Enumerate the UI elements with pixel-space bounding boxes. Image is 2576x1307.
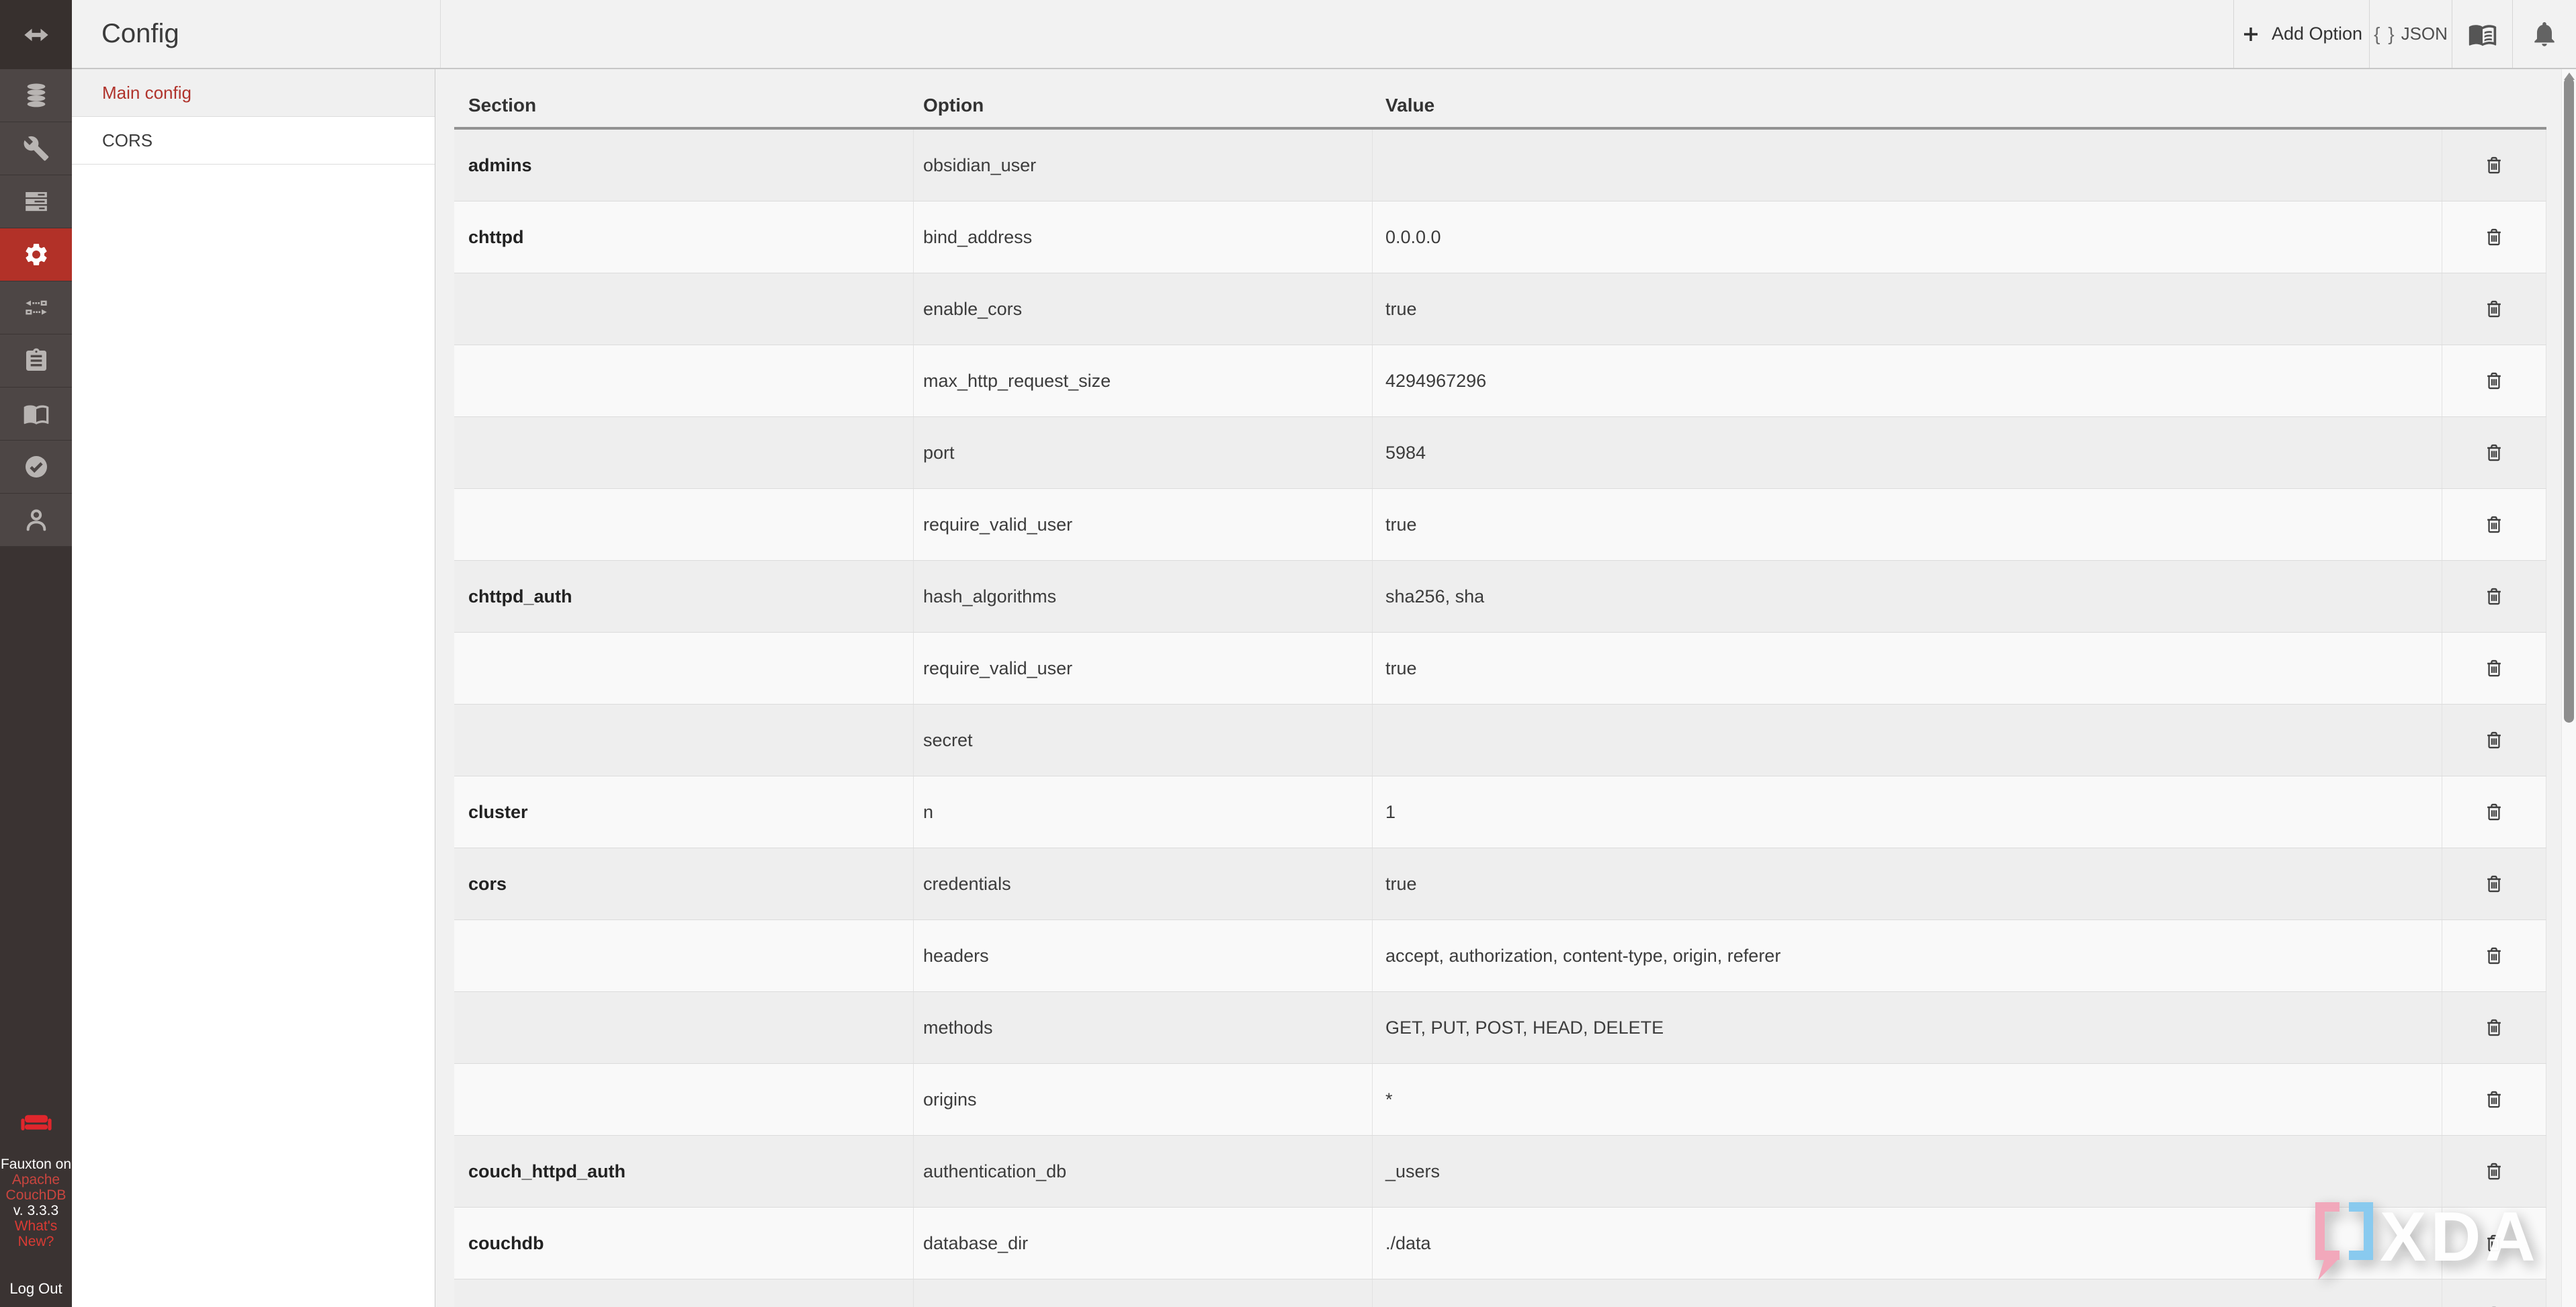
add-option-button[interactable] <box>2233 0 2369 68</box>
column-header-section: Section <box>468 95 537 116</box>
documentation-book-icon <box>23 400 50 427</box>
notifications-button[interactable] <box>2512 0 2576 68</box>
config-row <box>454 273 2546 345</box>
active-tasks-icon <box>23 188 50 215</box>
value-cell[interactable]: true <box>1373 489 2442 560</box>
log-out-button[interactable]: Log Out <box>9 1280 62 1297</box>
trash-icon <box>2483 298 2505 320</box>
trash-icon <box>2483 801 2505 823</box>
trash-icon <box>2483 944 2505 967</box>
config-row <box>454 633 2546 705</box>
config-row <box>454 561 2546 633</box>
section-cell <box>454 705 914 776</box>
plus-icon <box>2241 24 2261 44</box>
delete-option-button[interactable] <box>2442 992 2546 1063</box>
value-cell[interactable]: _users <box>1373 1136 2442 1207</box>
trash-icon <box>2483 441 2505 464</box>
config-nav-main-config[interactable]: Main config <box>72 69 435 117</box>
bell-icon <box>2530 20 2559 48</box>
table-body <box>454 130 2546 1307</box>
watermark-text: XDA <box>2380 1198 2540 1276</box>
config-row <box>454 920 2546 992</box>
section-cell: chttpd_auth <box>454 561 914 632</box>
value-cell[interactable]: true <box>1373 633 2442 704</box>
trash-icon <box>2483 1232 2505 1255</box>
value-cell[interactable]: 1 <box>1373 776 2442 848</box>
value-cell[interactable]: true <box>1373 273 2442 345</box>
section-cell <box>454 920 914 991</box>
apache-link[interactable]: Apache <box>11 1172 60 1187</box>
option-cell[interactable]: credentials <box>914 848 1373 919</box>
config-table <box>454 84 2546 1307</box>
config-row <box>454 1279 2546 1307</box>
delete-option-button[interactable] <box>2442 345 2546 416</box>
delete-option-button[interactable] <box>2442 1064 2546 1135</box>
value-cell[interactable]: ./data <box>1373 1208 2442 1279</box>
delete-option-button[interactable] <box>2442 848 2546 919</box>
replication-icon <box>23 294 50 321</box>
value-cell[interactable] <box>1373 1279 2442 1307</box>
delete-option-button[interactable] <box>2442 201 2546 273</box>
section-cell: cluster <box>454 776 914 848</box>
delete-option-button[interactable] <box>2442 489 2546 560</box>
account-person-icon <box>23 506 50 533</box>
section-cell: chttpd <box>454 201 914 273</box>
sidebar-item-config[interactable] <box>0 228 72 281</box>
config-row <box>454 992 2546 1064</box>
trash-icon <box>2483 154 2505 177</box>
trash-icon <box>2483 513 2505 536</box>
fauxton-on-label: Fauxton on <box>0 1157 72 1172</box>
delete-option-button[interactable] <box>2442 633 2546 704</box>
config-row <box>454 705 2546 776</box>
delete-option-button[interactable] <box>2442 561 2546 632</box>
value-cell[interactable]: GET, PUT, POST, HEAD, DELETE <box>1373 992 2442 1063</box>
documentation-button[interactable] <box>2452 0 2512 68</box>
delete-option-button[interactable] <box>2442 417 2546 488</box>
page-title: Config <box>101 19 179 48</box>
config-row <box>454 1208 2546 1279</box>
delete-option-button[interactable] <box>2442 130 2546 201</box>
databases-icon <box>23 82 50 109</box>
config-row <box>454 201 2546 273</box>
config-nav-cors[interactable]: CORS <box>72 117 435 165</box>
topbar-divider <box>440 0 441 68</box>
trash-icon <box>2483 585 2505 608</box>
vertical-scrollbar[interactable] <box>2561 69 2576 1307</box>
config-row <box>454 1064 2546 1136</box>
sidebar-item-setup[interactable] <box>0 122 72 175</box>
table-header <box>454 84 2546 130</box>
trash-icon <box>2483 657 2505 680</box>
section-cell <box>454 417 914 488</box>
section-cell: admins <box>454 130 914 201</box>
section-cell: couchdb <box>454 1208 914 1279</box>
config-row <box>454 345 2546 417</box>
sidebar-item-active-jobs[interactable] <box>0 334 72 388</box>
config-gear-icon <box>23 241 50 268</box>
option-cell[interactable]: hash_algorithms <box>914 561 1373 632</box>
add-option-label: Add Option <box>2271 24 2363 44</box>
option-cell[interactable]: require_valid_user <box>914 489 1373 560</box>
config-row <box>454 417 2546 489</box>
sidebar-footer <box>0 1109 72 1307</box>
config-row <box>454 776 2546 848</box>
option-cell[interactable]: methods <box>914 992 1373 1063</box>
couchdb-link[interactable]: CouchDB <box>5 1187 67 1203</box>
option-cell[interactable]: obsidian_user <box>914 130 1373 201</box>
section-cell: couch_httpd_auth <box>454 1136 914 1207</box>
open-book-icon <box>2468 19 2497 49</box>
trash-icon <box>2483 1088 2505 1111</box>
value-cell[interactable]: * <box>1373 1064 2442 1135</box>
option-cell[interactable] <box>914 1279 1373 1307</box>
topbar-actions <box>2233 0 2576 68</box>
collapse-sidebar-button[interactable] <box>0 0 72 69</box>
value-cell[interactable]: true <box>1373 848 2442 919</box>
delete-option-button[interactable] <box>2442 1136 2546 1207</box>
scrollbar-thumb[interactable] <box>2564 78 2574 723</box>
delete-option-button[interactable] <box>2442 776 2546 848</box>
sidebar-item-account[interactable] <box>0 494 72 547</box>
jobs-clipboard-icon <box>23 347 50 374</box>
couchdb-logo-icon <box>19 1109 53 1138</box>
trash-icon <box>2483 1160 2505 1183</box>
setup-wrench-icon <box>23 135 50 162</box>
sidebar-item-active-tasks[interactable] <box>0 175 72 228</box>
whats-new-link[interactable]: What's New? <box>14 1218 58 1249</box>
config-content <box>435 69 2576 1307</box>
value-cell[interactable]: accept, authorization, content-type, origin, referer <box>1373 920 2442 991</box>
column-header-value: Value <box>1385 95 1435 116</box>
option-cell[interactable]: origins <box>914 1064 1373 1135</box>
trash-icon <box>2483 872 2505 895</box>
option-cell[interactable]: headers <box>914 920 1373 991</box>
value-cell[interactable]: 4294967296 <box>1373 345 2442 416</box>
version-label: v. 3.3.3 <box>13 1203 59 1218</box>
section-cell <box>454 489 914 560</box>
option-cell[interactable]: enable_cors <box>914 273 1373 345</box>
trash-icon <box>2483 369 2505 392</box>
section-cell <box>454 273 914 345</box>
value-cell[interactable]: 0.0.0.0 <box>1373 201 2442 273</box>
option-cell[interactable]: authentication_db <box>914 1136 1373 1207</box>
config-row <box>454 489 2546 561</box>
option-cell[interactable]: n <box>914 776 1373 848</box>
section-cell <box>454 633 914 704</box>
delete-option-button[interactable] <box>2442 705 2546 776</box>
section-cell <box>454 1279 914 1307</box>
double-arrow-icon <box>21 19 52 50</box>
sidebar-item-replication[interactable] <box>0 281 72 334</box>
config-row <box>454 1136 2546 1208</box>
trash-icon <box>2483 1016 2505 1039</box>
section-cell <box>454 345 914 416</box>
section-cell: cors <box>454 848 914 919</box>
sidebar-item-databases[interactable] <box>0 69 72 122</box>
braces-icon: { } <box>2374 23 2396 44</box>
option-cell[interactable]: require_valid_user <box>914 633 1373 704</box>
trash-icon <box>2483 729 2505 752</box>
section-cell <box>454 992 914 1063</box>
topbar <box>0 0 2576 69</box>
trash-icon <box>2483 1304 2505 1307</box>
main-sidebar <box>0 69 72 1307</box>
delete-option-button[interactable] <box>2442 920 2546 991</box>
config-nav-panel <box>72 69 435 1307</box>
config-row <box>454 848 2546 920</box>
verify-check-icon <box>23 453 50 480</box>
delete-option-button[interactable] <box>2442 1208 2546 1279</box>
value-cell[interactable]: 5984 <box>1373 417 2442 488</box>
section-cell <box>454 1064 914 1135</box>
json-view-button[interactable] <box>2369 0 2452 68</box>
json-label: JSON <box>2401 24 2448 44</box>
value-cell[interactable] <box>1373 130 2442 201</box>
value-cell[interactable]: sha256, sha <box>1373 561 2442 632</box>
delete-option-button[interactable] <box>2442 1279 2546 1307</box>
config-row <box>454 130 2546 201</box>
option-cell[interactable]: max_http_request_size <box>914 345 1373 416</box>
sidebar-item-verify[interactable] <box>0 441 72 494</box>
option-cell[interactable]: database_dir <box>914 1208 1373 1279</box>
option-cell[interactable]: secret <box>914 705 1373 776</box>
option-cell[interactable]: bind_address <box>914 201 1373 273</box>
delete-option-button[interactable] <box>2442 273 2546 345</box>
column-header-option: Option <box>923 95 984 116</box>
value-cell[interactable] <box>1373 705 2442 776</box>
option-cell[interactable]: port <box>914 417 1373 488</box>
sidebar-item-documentation[interactable] <box>0 388 72 441</box>
trash-icon <box>2483 226 2505 249</box>
